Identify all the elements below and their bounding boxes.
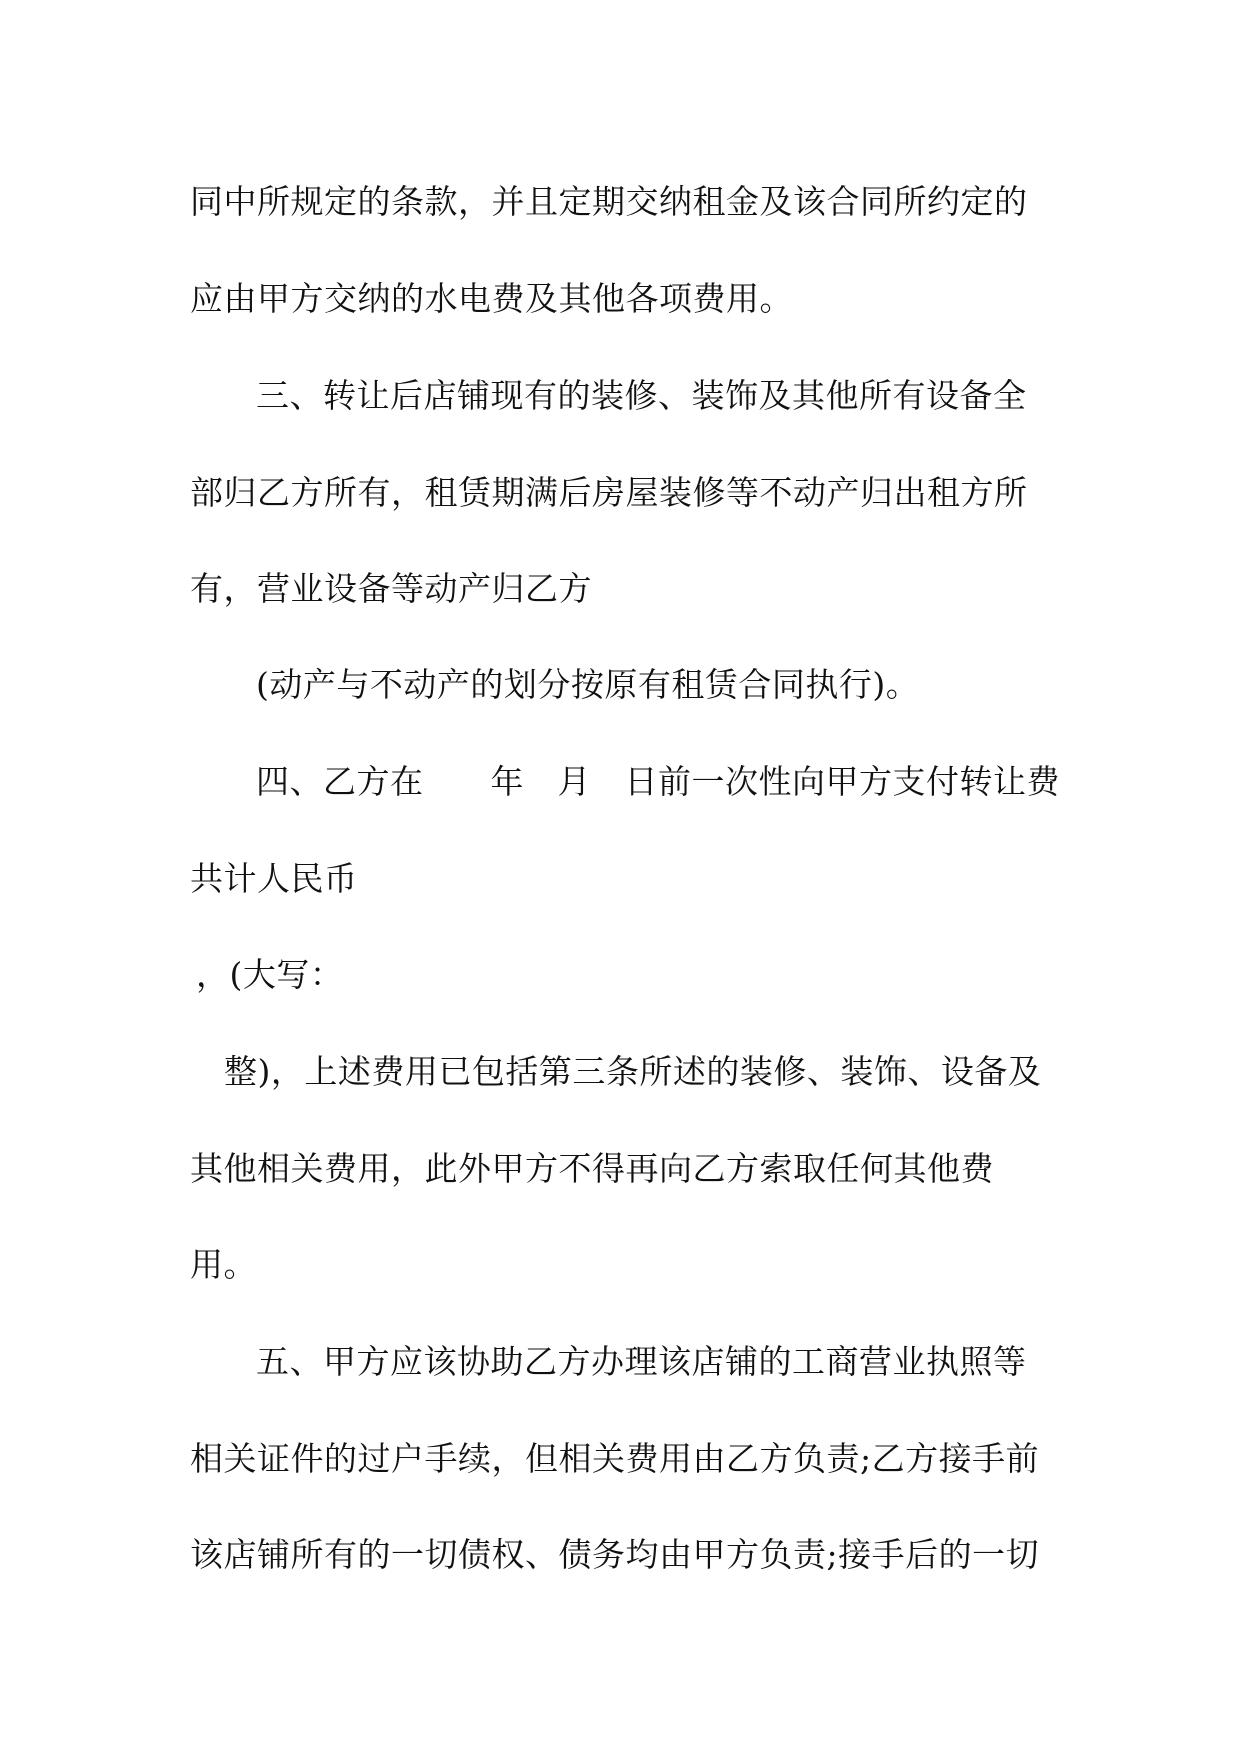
text-line: 相关证件的过户手续，但相关费用由乙方负责;乙方接手前 <box>190 1439 1040 1478</box>
text-line: 其他相关费用，此外甲方不得再向乙方索取任何其他费 <box>190 1149 994 1188</box>
paragraph-3-start: 三、转让后店铺现有的装修、装饰及其他所有设备全 <box>256 376 1027 415</box>
text-line: 部归乙方所有，租赁期满后房屋装修等不动产归出租方所 <box>190 473 1028 512</box>
text-line: 共计人民币 <box>190 859 358 898</box>
text-line: 有，营业设备等动产归乙方 <box>190 569 592 608</box>
text-line: ，(大写： <box>196 955 344 994</box>
text-line: 整)，上述费用已包括第三条所述的装修、装饰、设备及 <box>224 1052 1042 1091</box>
paragraph-5-start: 五、甲方应该协助乙方办理该店铺的工商营业执照等 <box>256 1342 1027 1381</box>
text-line: 用。 <box>190 1245 257 1284</box>
paragraph-4-start: 四、乙方在 年 月 日前一次性向甲方支付转让费 <box>256 762 1060 801</box>
text-line: (动产与不动产的划分按原有租赁合同执行)。 <box>256 665 920 704</box>
text-line: 同中所规定的条款，并且定期交纳租金及该合同所约定的 <box>190 182 1028 221</box>
text-line: 该店铺所有的一切债权、债务均由甲方负责;接手后的一切 <box>190 1535 1040 1574</box>
text-line: 应由甲方交纳的水电费及其他各项费用。 <box>190 279 793 318</box>
